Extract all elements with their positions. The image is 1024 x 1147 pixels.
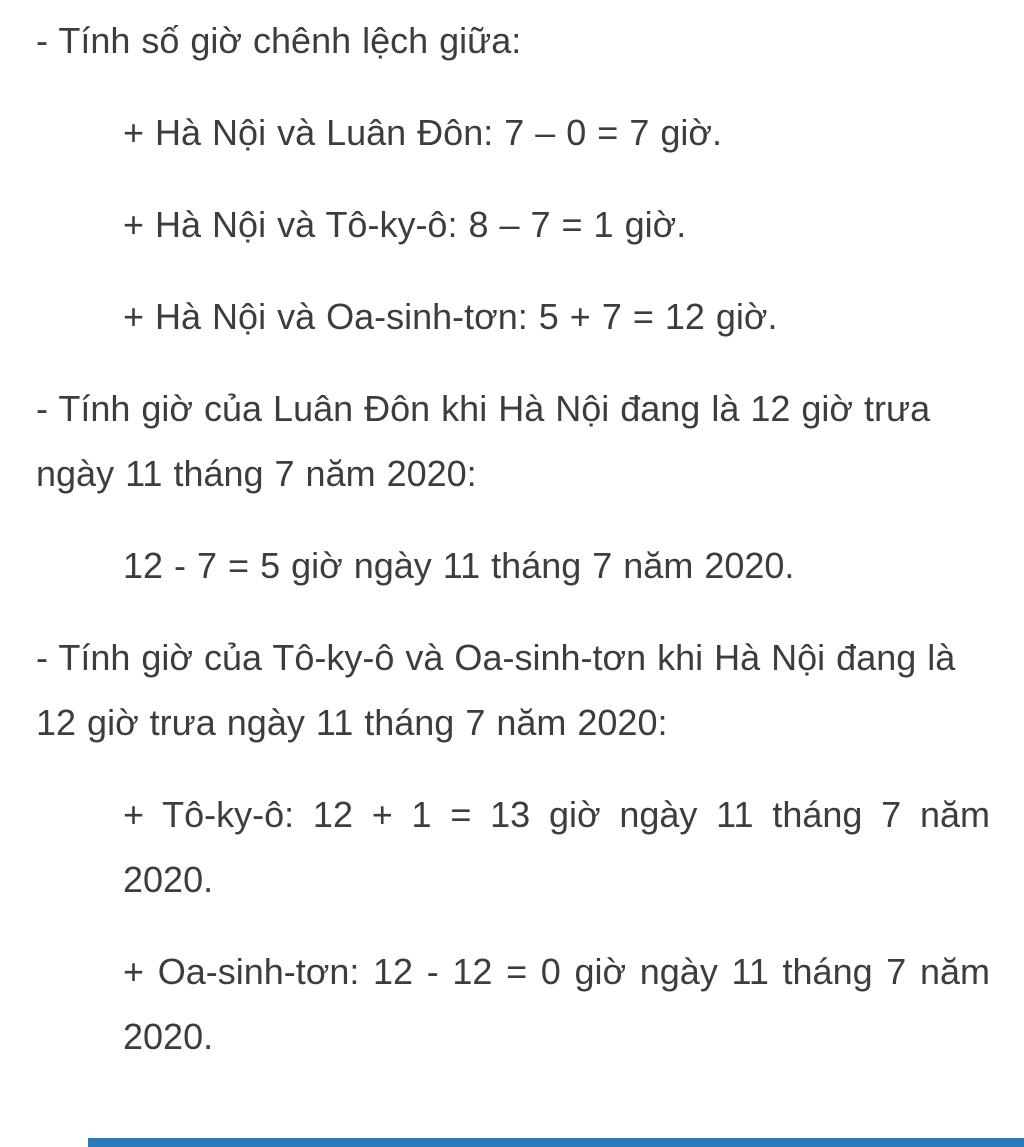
solution-heading-time-difference: - Tính số giờ chênh lệch giữa: <box>36 20 522 61</box>
solution-heading-tokyo-washington-time: - Tính giờ của Tô-ky-ô và Oa-sinh-tơn khi Hà Nội đang là 12 giờ trưa ngày 11 tháng 7 năm 2020: <box>36 637 956 743</box>
solution-step-washington-calculation: + Oa-sinh-tơn: 12 - 12 = 0 giờ ngày 11 tháng 7 năm 2020. <box>123 951 990 1057</box>
solution-heading-london-time: - Tính giờ của Luân Đôn khi Hà Nội đang là 12 giờ trưa ngày 11 tháng 7 năm 2020: <box>36 388 931 494</box>
solution-step-london-calculation: 12 - 7 = 5 giờ ngày 11 tháng 7 năm 2020. <box>123 545 795 586</box>
solution-step-tokyo-calculation: + Tô-ky-ô: 12 + 1 = 13 giờ ngày 11 tháng 7 năm 2020. <box>123 794 990 900</box>
partial-table-header-edge <box>88 1138 1024 1147</box>
solution-step-hanoi-washington: + Hà Nội và Oa-sinh-tơn: 5 + 7 = 12 giờ. <box>123 296 778 337</box>
solution-step-hanoi-london: + Hà Nội và Luân Đôn: 7 – 0 = 7 giờ. <box>123 112 722 153</box>
solution-step-hanoi-tokyo: + Hà Nội và Tô-ky-ô: 8 – 7 = 1 giờ. <box>123 204 687 245</box>
